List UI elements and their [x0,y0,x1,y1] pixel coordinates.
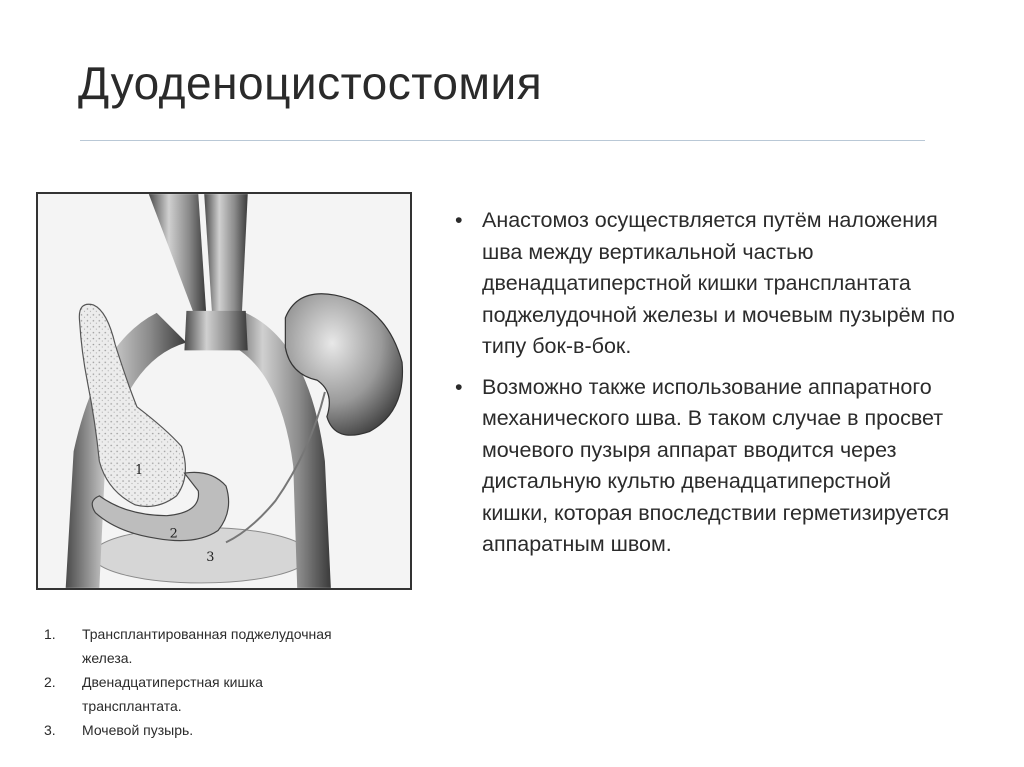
bullet-marker: • [455,208,463,232]
figure-legend [44,622,344,742]
legend-text: Трансплантированная поджелудочная железа. [82,626,332,666]
figure-label-1: 1 [134,463,144,479]
legend-number: 2. [44,674,56,690]
bullet-marker: • [455,374,463,399]
slide-title: Дуоденоцистостомия [78,57,543,109]
legend-number: 1. [44,626,56,642]
legend-text: Двенадцатиперстная кишка трансплантата. [82,674,263,714]
legend-number: 3. [44,722,56,738]
bullet-item [455,205,955,363]
illustration-drawing [38,194,410,588]
bullet-text: Возможно также использование аппаратного механического шва. В таком случае в просвет мочевого пузыря аппарат вводится через дистальную культю двенадцатиперстной кишки, которая впоследствии герметизируется аппаратным швом. [482,374,950,556]
title-divider [80,140,925,141]
anatomical-illustration [36,192,412,590]
bullet-text: Анастомоз осуществляется путём наложения шва между вертикальной частью двенадцатиперстной кишки трансплантата поджелудочной железы и мочевым пузырём по типу бок-в-бок. [482,208,955,358]
figure-label-2: 2 [169,526,178,542]
figure-label-3: 3 [206,550,215,566]
legend-item [44,670,344,718]
legend-item [44,718,344,742]
legend-item [44,622,344,670]
legend-text: Мочевой пузырь. [82,722,194,738]
bullet-list [455,205,955,570]
bullet-item [455,372,955,561]
